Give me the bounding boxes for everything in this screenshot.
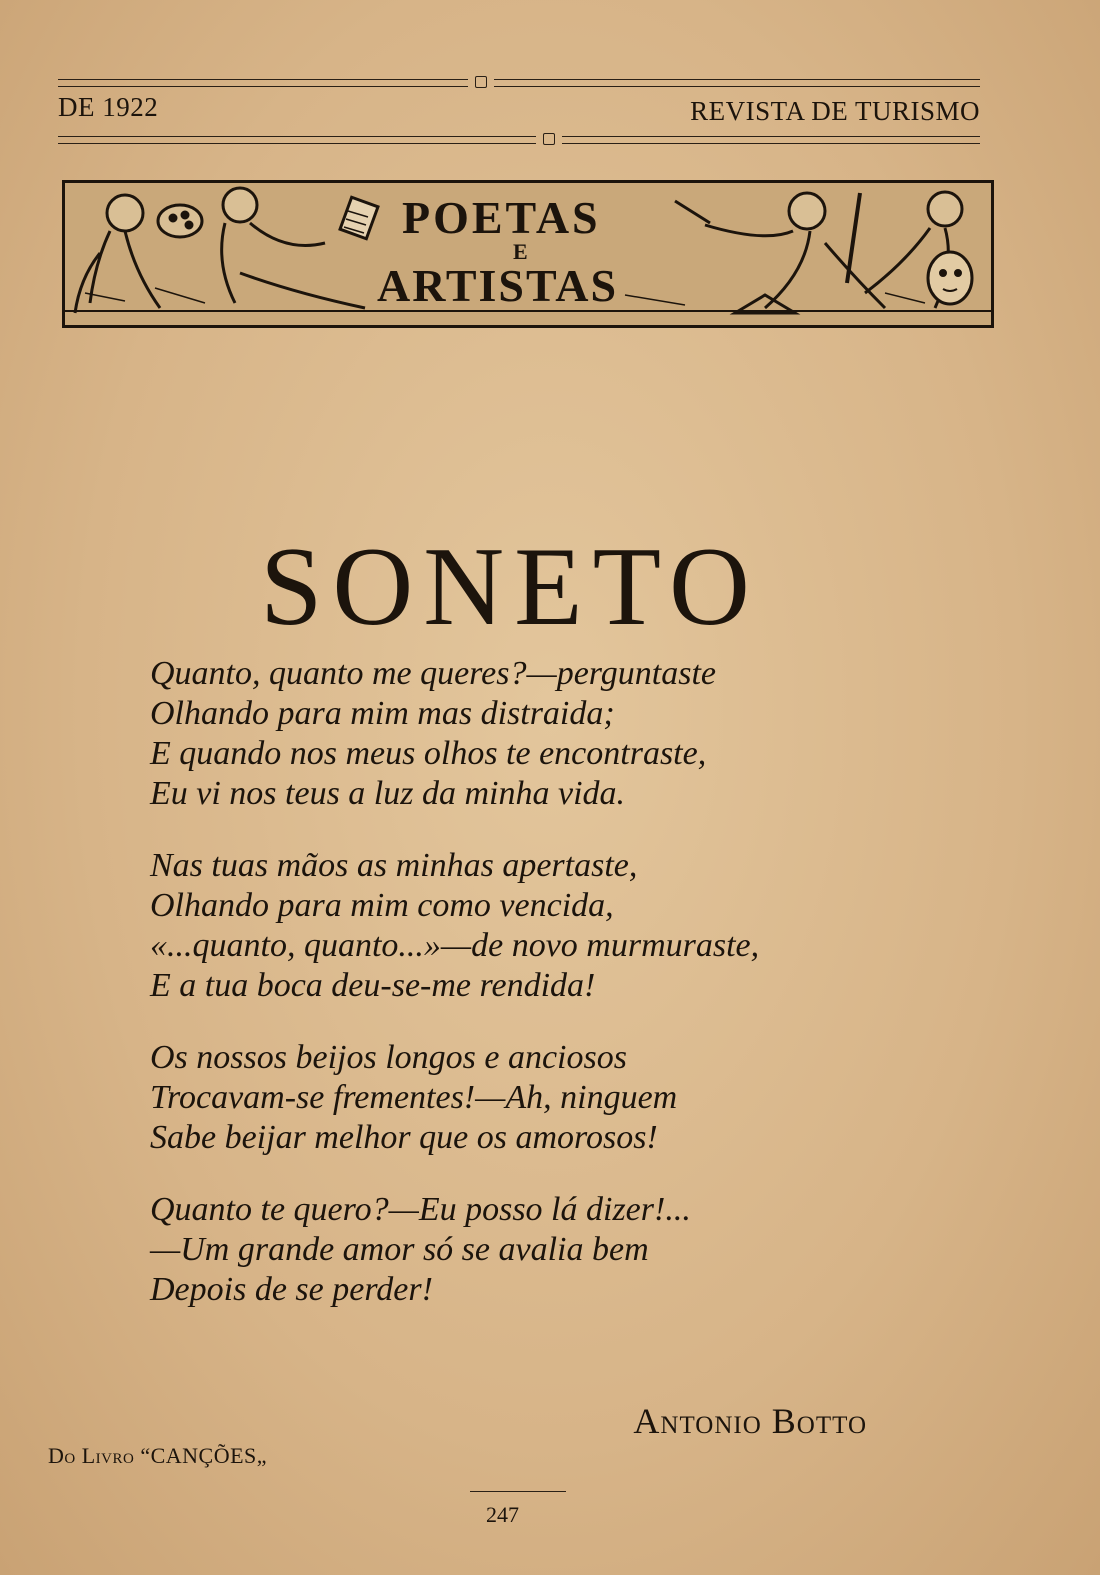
poem-line: Os nossos beijos longos e anciosos — [150, 1039, 627, 1076]
poem-author: Antonio Botto — [633, 1401, 867, 1441]
poem-line: E quando nos meus olhos te encontraste, — [150, 735, 707, 772]
header-rule — [58, 133, 980, 145]
stanza-3 — [150, 1038, 910, 1158]
poem-line: Olhando para mim como vencida, — [150, 887, 614, 924]
header-publication: REVISTA DE TURISMO — [690, 96, 980, 126]
poem-line: Quanto, quanto me queres?—perguntaste — [150, 655, 716, 692]
poem-line: E a tua boca deu-se-me rendida! — [150, 967, 596, 1004]
stanza-2 — [150, 846, 910, 1006]
poem-body — [150, 654, 910, 1342]
poem-line: Trocavam-se frementes!—Ah, ninguem — [150, 1079, 678, 1116]
poem-line: Eu vi nos teus a luz da minha vida. — [150, 775, 626, 812]
banner-title-poetas: POETAS — [402, 192, 601, 243]
poem-line: Depois de se perder! — [150, 1271, 433, 1308]
stanza-4 — [150, 1190, 910, 1310]
stanza-1 — [150, 654, 910, 814]
top-rule — [58, 76, 980, 88]
poem-line: Olhando para mim mas distraida; — [150, 695, 615, 732]
header-date: DE 1922 — [58, 92, 159, 122]
banner-title-artistas: ARTISTAS — [377, 260, 619, 311]
poem-line: Sabe beijar melhor que os amorosos! — [150, 1119, 658, 1156]
poem-line: Nas tuas mãos as minhas apertaste, — [150, 847, 638, 884]
source-credit: Do Livro “CANÇÕES„ — [48, 1443, 268, 1468]
poem-line: Quanto te quero?—Eu posso lá dizer!... — [150, 1191, 691, 1228]
page-number: 247 — [486, 1502, 519, 1527]
poem-line: —Um grande amor só se avalia bem — [150, 1231, 649, 1268]
poem-title: SONETO — [260, 525, 760, 650]
footer-rule — [470, 1491, 566, 1492]
poetas-artistas-banner — [62, 180, 994, 328]
banner-title-e: E — [513, 239, 528, 264]
poem-line: «...quanto, quanto...»—de novo murmuraste, — [150, 927, 760, 964]
